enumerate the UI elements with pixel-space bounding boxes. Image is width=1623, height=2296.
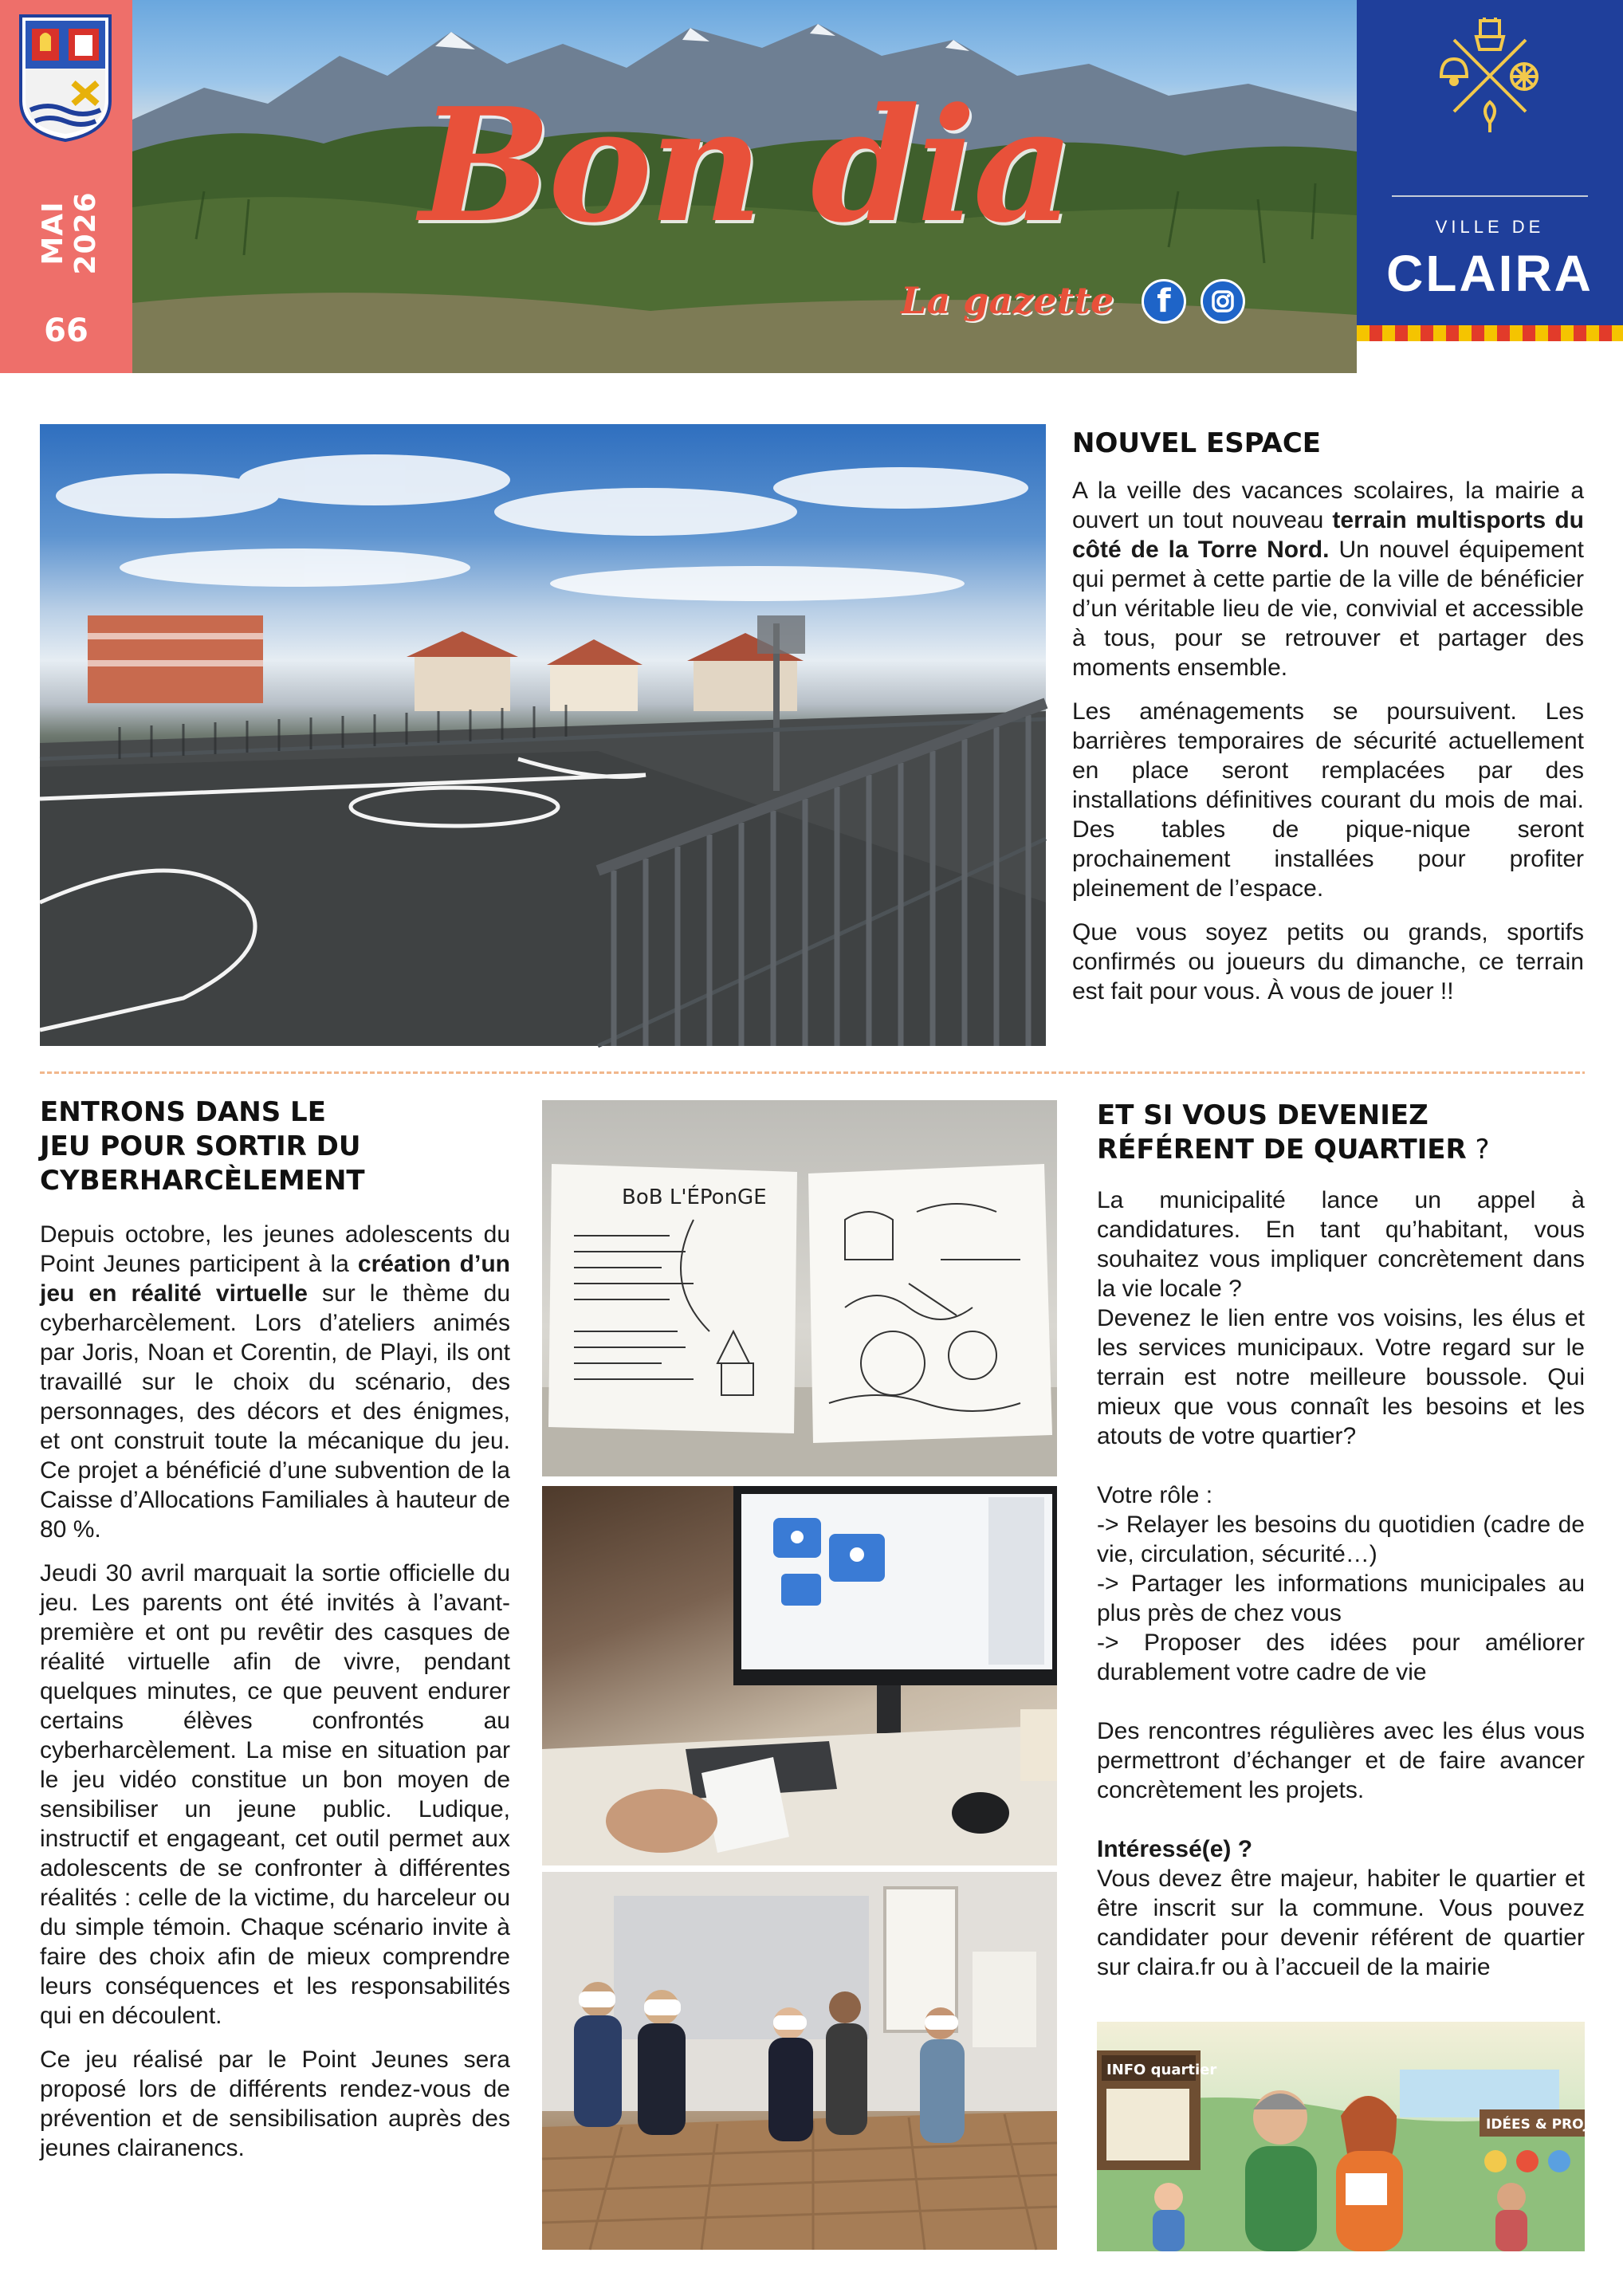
issue-number: 66 — [44, 313, 88, 349]
issue-month-text: MAI 2026 — [37, 191, 102, 275]
masthead — [0, 0, 1623, 373]
referent-role-1: -> Relayer les besoins du quotidien (cadre de vie, circulation, sécurité…) — [1097, 1512, 1585, 1567]
cyber-p1-text: Depuis octobre, les jeunes adolescents du Point Jeunes participent à la — [40, 1221, 510, 1277]
town-crest-logo — [18, 13, 113, 144]
town-brand-background — [1357, 0, 1623, 325]
brand-divider — [1392, 195, 1588, 197]
court-illustration — [40, 424, 1046, 1046]
nouvel-espace-body — [1072, 476, 1584, 1020]
referent-heading — [1097, 1099, 1575, 1167]
referent-heading-line-1: ET SI VOUS DEVENIEZ — [1097, 1099, 1428, 1131]
instagram-glyph-icon — [1203, 281, 1243, 321]
banner-photo — [132, 0, 1357, 373]
illus-sign-ideas: IDÉES & PROJETS — [1486, 2117, 1617, 2133]
nouvel-espace-p1-end: Un nouvel équipement qui permet à cette partie de la ville de bénéficier d’un véritable lieu de vie, convivial et accessible à tous, pour se retrouver et partager des moments ensemble. — [1072, 537, 1584, 681]
town-brand-panel — [1357, 0, 1623, 373]
section-divider — [40, 1071, 1585, 1074]
cyber-body — [40, 1220, 510, 2177]
computer-illustration — [542, 1486, 1057, 1866]
cyber-paragraph-2: Jeudi 30 avril marquait la sortie officielle du jeu. Les parents ont été invités à l’avant-première et ont pu revêtir des casques de réalité virtuelle afin de vivre, pendant quelques minutes, ce que peuvent endurer certains élèves confrontés au cyberharcèlement. La mise en situation par le jeu vidéo constitue un bon moyen de sensibiliser un jeune public. Ludique, instructif et engageant, cet outil permet aux adolescents de se confronter à différentes réalités : celle de la victime, du harceleur ou du simple témoin. Chaque scénario invite à faire des choix afin de mieux comprendre leurs conséquences et les responsabilités qui en découlent. — [40, 1560, 510, 2029]
referent-role-3: -> Proposer des idées pour améliorer durablement votre cadre de vie — [1097, 1630, 1585, 1685]
referent-interest-title: Intéressé(e) ? — [1097, 1836, 1253, 1862]
referent-paragraph-2: Devenez le lien entre vos voisins, les élus et les services municipaux. Votre regard sur le terrain est notre meilleure boussole. Qui mieux que vous connaît les besoins et les atouts de votre quartier? — [1097, 1305, 1585, 1449]
drawings-illustration — [542, 1100, 1057, 1476]
town-name: CLAIRA — [1386, 245, 1594, 302]
cyber-paragraph-3: Ce jeu réalisé par le Point Jeunes sera proposé lors de différents rendez-vous de prévention et de sensibilisation auprès des jeunes clairanencs. — [40, 2046, 510, 2161]
referent-paragraph-3: Des rencontres régulières avec les élus vous permettront d’échanger et de faire avancer concrètement les projets. — [1097, 1718, 1585, 1803]
gazette-subtitle: La gazette — [901, 279, 1114, 322]
gazette-title: Bon dia — [419, 74, 1071, 258]
referent-heading-text: RÉFÉRENT DE QUARTIER — [1097, 1134, 1467, 1166]
cyber-heading-line-1: ENTRONS DANS LE — [40, 1096, 326, 1128]
nouvel-espace-paragraph-3: Que vous soyez petits ou grands, sportifs confirmés ou joueurs du dimanche, ce terrain est fait pour vous. À vous de jouer !! — [1072, 919, 1584, 1005]
cyber-p1-end: sur le thème du cyberharcèlement. Lors d’ateliers animés par Joris, Noan et Corentin, de Playi, ils ont travaillé sur le choix du scénario, des personnages, des décors et des énigmes, et ont construit toute la mécanique du jeu. Ce projet a bénéficié d’une subvention de la Caisse d’Allocations Familiales à hauteur de 80 %. — [40, 1280, 510, 1543]
cyber-p1-bold: création d’un jeu en réalité virtuelle — [40, 1251, 510, 1307]
neighborhood-referent-illustration — [1097, 2022, 1617, 2251]
cyber-heading-line-2: JEU POUR SORTIR DU — [40, 1130, 361, 1162]
referent-heading-line-2 — [1097, 1133, 1575, 1167]
referent-illustration-art — [1097, 2022, 1617, 2251]
referent-body — [1097, 1185, 1585, 1982]
nouvel-espace-paragraph-2: Les aménagements se poursuivent. Les barrières temporaires de sécurité actuellement en place seront remplacées par des installations définitives courant du mois de mai. Des tables de pique-nique seront prochainement installées pour profiter pleinement de l’espace. — [1072, 698, 1584, 902]
vr-headset-session-photo — [542, 1872, 1057, 2250]
drawing-title: BoB L'ÉPonGE — [622, 1185, 767, 1209]
illus-sign-info: INFO quartier — [1106, 2062, 1217, 2078]
catalan-stripes — [1357, 325, 1623, 341]
vr-illustration — [542, 1872, 1057, 2250]
cyber-paragraph-1 — [40, 1220, 510, 1544]
cyber-heading-line-3: CYBERHARCÈLEMENT — [40, 1165, 365, 1197]
game-design-drawings-photo — [542, 1100, 1057, 1476]
referent-heading-question: ? — [1466, 1134, 1490, 1166]
nouvel-espace-p1-text: A la veille des vacances scolaires, la mairie a ouvert un tout nouveau — [1072, 478, 1584, 533]
nouvel-espace-paragraph-1 — [1072, 476, 1584, 682]
cyber-heading — [40, 1095, 486, 1198]
referent-role-2: -> Partager les informations municipales au plus près de chez vous — [1097, 1571, 1585, 1626]
town-label: VILLE DE — [1435, 217, 1545, 237]
facebook-icon[interactable]: f — [1142, 279, 1186, 324]
nouvel-espace-heading: NOUVEL ESPACE — [1072, 427, 1322, 459]
referent-paragraph-4: Vous devez être majeur, habiter le quartier et être inscrit sur la commune. Vous pouvez candidater pour devenir référent de quartier sur claira.fr ou à l’accueil de la mairie — [1097, 1866, 1585, 1980]
instagram-icon[interactable] — [1201, 279, 1245, 324]
referent-role-title: Votre rôle : — [1097, 1482, 1213, 1508]
referent-paragraph-1: La municipalité lance un appel à candidatures. En tant qu’habitant, vous souhaitez vous impliquer concrètement dans la vie locale ? — [1097, 1187, 1585, 1302]
town-emblem-icon — [1430, 16, 1550, 136]
computer-workshop-photo — [542, 1486, 1057, 1866]
multisport-court-photo — [40, 424, 1046, 1046]
issue-strip — [0, 0, 132, 373]
issue-month — [37, 163, 100, 303]
nouvel-espace-p1-bold: terrain multisports du côté de la Torre Nord. — [1072, 507, 1584, 563]
